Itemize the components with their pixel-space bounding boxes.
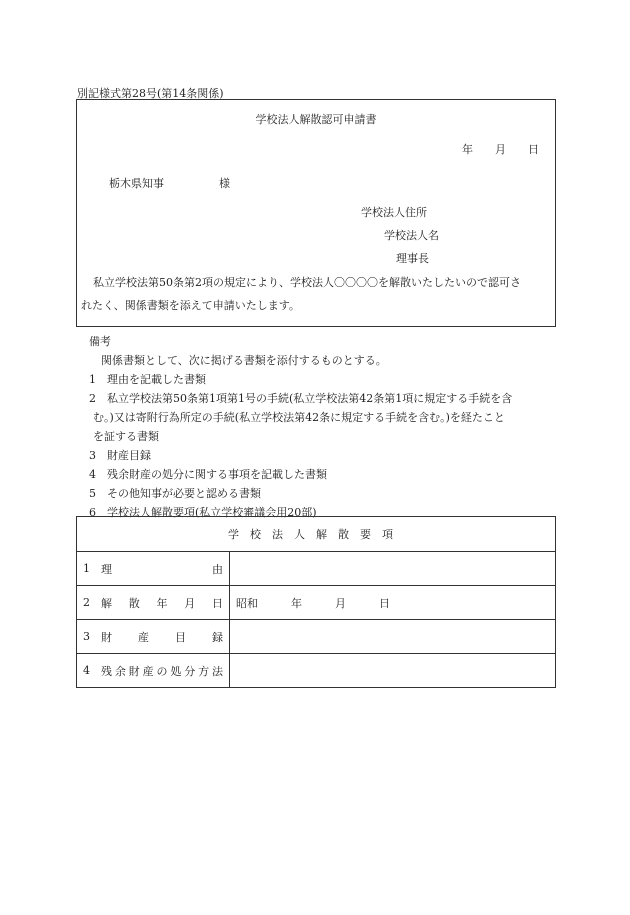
row-label: 理 由: [101, 562, 223, 576]
application-body-line-2: れたく、関係書類を添えて申請いたします。: [81, 299, 300, 312]
row-value-cell: [230, 552, 556, 586]
date-line: 年 月 日: [462, 143, 539, 156]
dissolution-summary-table: [76, 516, 556, 688]
notes-item-continued: を証する書類: [93, 430, 159, 443]
row-number: 2: [83, 596, 90, 609]
addressee: 栃木県知事 様: [109, 177, 230, 190]
notes-intro: 関係書類として、次に掲げる書類を添付するものとする。: [101, 354, 387, 367]
row-label-cell: [77, 552, 230, 586]
notes-item: 3 財産目録: [89, 449, 151, 462]
row-number: 3: [83, 630, 90, 643]
notes-heading: 備考: [89, 335, 111, 348]
summary-title: 学校法人解散要項: [77, 517, 556, 552]
row-value-cell: [230, 620, 556, 654]
notes-item-continued: む。)又は寄附行為所定の手続(私立学校法第42条に規定する手続を含む。)を経たこと: [93, 411, 505, 424]
row-value-cell: 昭和 年 月 日: [230, 586, 556, 620]
notes-item: 4 残余財産の処分に関する事項を記載した書類: [89, 468, 327, 481]
row-label: 解 散 年 月 日: [101, 596, 223, 610]
row-label-cell: [77, 620, 230, 654]
table-header-row: [77, 517, 556, 552]
table-row: [77, 552, 556, 586]
row-label: 残 余 財 産 の 処 分 方 法: [101, 664, 223, 678]
notes-item: 1 理由を記載した書類: [89, 373, 206, 386]
row-label-cell: [77, 586, 230, 620]
notes-item: 6 学校法人解散要項(私立学校審議会用20部): [89, 506, 317, 519]
row-number: 4: [83, 664, 90, 677]
application-form: [76, 99, 556, 327]
form-number-label: 別記様式第28号(第14条関係): [77, 87, 224, 100]
row-label: 財 産 目 録: [101, 630, 223, 644]
notes-item: 5 その他知事が必要と認める書類: [89, 487, 261, 500]
row-number: 1: [83, 562, 90, 575]
table-row: [77, 620, 556, 654]
table-row: [77, 586, 556, 620]
notes-section: [77, 332, 557, 522]
application-title: 学校法人解散認可申請書: [255, 113, 377, 126]
notes-item: 2 私立学校法第50条第1項第1号の手続(私立学校法第42条第1項に規定する手続を含: [89, 392, 513, 405]
applicant-address-label: 学校法人住所: [361, 206, 427, 219]
row-label-cell: [77, 654, 230, 688]
row-value-cell: [230, 654, 556, 688]
application-body-line-1: 私立学校法第50条第2項の規定により、学校法人〇〇〇〇を解散いたしたいので認可さ: [93, 276, 521, 289]
applicant-name-label: 学校法人名: [384, 229, 439, 242]
applicant-rep-label: 理事長: [396, 252, 429, 265]
table-row: [77, 654, 556, 688]
